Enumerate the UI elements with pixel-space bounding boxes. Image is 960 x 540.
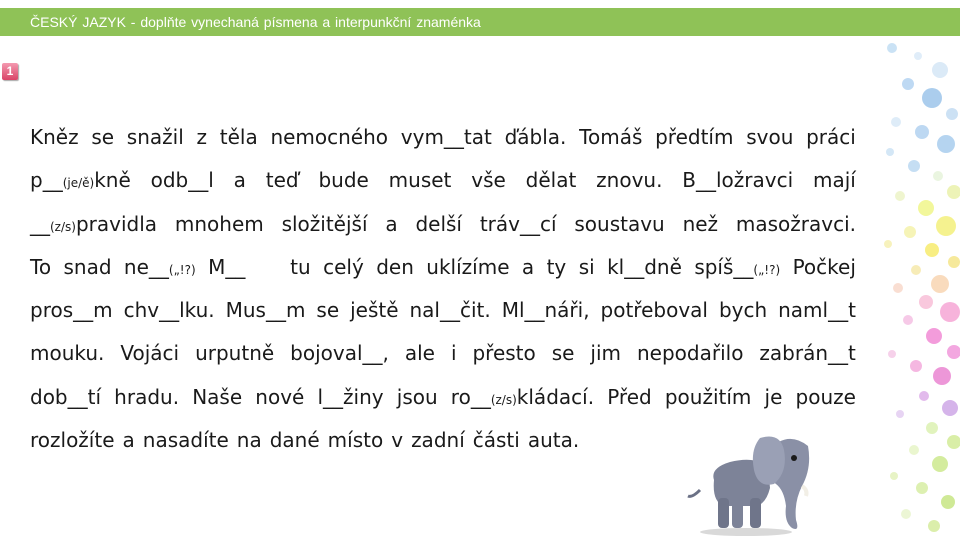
word-text: delší xyxy=(415,211,462,236)
text-line xyxy=(30,289,856,332)
word-text: ro__ xyxy=(450,384,491,409)
hint-options: („!?) xyxy=(753,262,781,277)
word-text: svou xyxy=(746,125,794,149)
word xyxy=(143,419,229,462)
word xyxy=(226,289,306,332)
word-text: a xyxy=(233,168,246,193)
word xyxy=(63,246,111,289)
word xyxy=(290,332,389,375)
hint-options: (je/ě) xyxy=(62,176,95,191)
word-text: M__ xyxy=(208,254,246,279)
word-text: práci xyxy=(806,125,856,149)
word-text: jim xyxy=(590,341,622,366)
word-text: použitím xyxy=(664,384,752,409)
word xyxy=(793,246,856,289)
word-text: B__ložravci xyxy=(682,168,794,193)
confetti-decoration xyxy=(870,36,960,540)
word-text: a xyxy=(385,211,398,236)
word-text: tráv__cí xyxy=(479,211,557,236)
word xyxy=(197,116,208,159)
word xyxy=(522,246,534,289)
word xyxy=(765,376,783,419)
word-text: Před xyxy=(607,384,652,409)
word xyxy=(350,289,398,332)
word-text: a xyxy=(521,254,535,279)
word xyxy=(759,332,855,375)
word-text: a xyxy=(122,428,135,453)
word-text: nové xyxy=(255,384,305,409)
word xyxy=(208,246,245,289)
word-text: těla xyxy=(219,125,258,149)
word xyxy=(655,116,733,159)
word-text: vym__tat xyxy=(400,125,492,149)
word-text: kl__dně xyxy=(607,254,682,279)
word-text: Vojáci xyxy=(120,341,180,366)
word xyxy=(318,376,384,419)
word-text: přesto xyxy=(472,341,536,366)
word-with-hint xyxy=(124,246,196,289)
word-text: znovu. xyxy=(596,168,663,193)
word-text: l__žiny xyxy=(317,384,384,409)
word xyxy=(234,159,246,202)
word xyxy=(123,419,135,462)
word-text: chv__lku. xyxy=(123,298,215,323)
word xyxy=(574,203,664,246)
word xyxy=(472,332,535,375)
word-text: tu xyxy=(290,254,311,279)
slide-number-badge: 1 xyxy=(2,63,18,80)
word xyxy=(528,419,579,462)
word xyxy=(579,116,642,159)
word-text: urputně xyxy=(195,341,275,366)
word xyxy=(409,289,490,332)
word xyxy=(30,376,101,419)
word-text: __ xyxy=(30,211,50,236)
text-line xyxy=(30,376,856,419)
word xyxy=(796,376,856,419)
hint-options: („!?) xyxy=(168,262,196,277)
text-line xyxy=(30,246,856,289)
text-line xyxy=(30,159,856,202)
word-text: nepodařilo xyxy=(637,341,744,366)
word xyxy=(151,159,214,202)
word xyxy=(526,159,577,202)
word xyxy=(385,203,397,246)
word xyxy=(127,116,184,159)
word xyxy=(806,116,856,159)
word xyxy=(30,116,79,159)
word-text: ďábla. xyxy=(504,125,567,149)
word-text: pouze xyxy=(795,384,856,409)
word-text: z xyxy=(196,125,207,149)
word xyxy=(376,246,414,289)
word-with-hint xyxy=(694,246,780,289)
word-text: dané xyxy=(269,428,320,453)
word-text: nemocného xyxy=(270,125,389,149)
word xyxy=(397,376,438,419)
word xyxy=(175,203,264,246)
word xyxy=(270,116,388,159)
word-text: vše xyxy=(471,168,506,193)
word xyxy=(30,289,113,332)
word-text: snad xyxy=(63,254,112,279)
word-text: auta. xyxy=(527,428,580,453)
word-text: složitější xyxy=(281,211,368,236)
hint-options: (z/s) xyxy=(490,392,517,407)
word-text: ale xyxy=(404,341,435,366)
word-text: ty xyxy=(546,254,567,279)
word xyxy=(282,203,368,246)
word-text: masožravci. xyxy=(735,211,856,236)
word xyxy=(318,159,368,202)
word xyxy=(590,332,621,375)
word-text: naml__t xyxy=(778,298,856,323)
word-text: místo xyxy=(327,428,384,453)
word xyxy=(473,419,520,462)
word-suffix: pravidla xyxy=(75,211,158,236)
word xyxy=(682,159,793,202)
word xyxy=(270,419,320,462)
word-text: Tomáš xyxy=(579,125,643,149)
word xyxy=(480,203,557,246)
word xyxy=(683,203,718,246)
word-text: Počkej xyxy=(792,254,856,279)
word-text: i xyxy=(450,341,457,366)
header-bar xyxy=(0,8,960,36)
word-text: celý xyxy=(323,254,364,279)
elephant-illustration xyxy=(684,428,824,536)
word xyxy=(124,289,215,332)
word-text: jsou xyxy=(396,384,438,409)
word xyxy=(30,419,115,462)
word-text: si xyxy=(578,254,595,279)
word xyxy=(637,332,743,375)
word xyxy=(426,246,509,289)
word-text: zadní xyxy=(411,428,465,453)
word xyxy=(114,376,179,419)
word-text: rozložíte xyxy=(30,428,115,453)
word xyxy=(552,332,575,375)
word xyxy=(746,116,793,159)
word-text: je xyxy=(764,384,783,409)
word-text: se xyxy=(316,298,340,323)
word xyxy=(596,159,662,202)
word xyxy=(192,376,242,419)
word xyxy=(502,289,590,332)
word-text: bude xyxy=(318,168,369,193)
word-text: uklízíme xyxy=(426,254,510,279)
word-text: soustavu xyxy=(574,211,665,236)
word-text: Ml__náři, xyxy=(501,298,590,323)
word-with-hint xyxy=(451,376,594,419)
word-text: bych xyxy=(718,298,768,323)
text-line xyxy=(30,116,856,159)
word-text: spíš__ xyxy=(694,254,754,279)
word xyxy=(30,332,104,375)
word-text: dělat xyxy=(525,168,577,193)
word xyxy=(601,289,708,332)
word xyxy=(401,116,492,159)
word xyxy=(195,332,274,375)
word xyxy=(255,376,304,419)
word-text: mnohem xyxy=(174,211,264,236)
word-text: Naše xyxy=(192,384,243,409)
word-text: předtím xyxy=(655,125,734,149)
word-text: dob__tí xyxy=(30,384,102,409)
word xyxy=(328,419,384,462)
hint-options: (z/s) xyxy=(50,219,76,234)
text-line xyxy=(30,332,856,375)
word-text: nal__čit. xyxy=(409,298,491,323)
exercise-text xyxy=(30,116,856,462)
word-text: Kněz xyxy=(30,125,79,149)
word-text: zabrán__t xyxy=(759,341,856,366)
word-text: Mus__m xyxy=(225,298,306,323)
word xyxy=(91,116,114,159)
word-text: teď xyxy=(265,168,299,193)
word-text: ne__ xyxy=(123,254,169,279)
word xyxy=(290,246,311,289)
word xyxy=(323,246,364,289)
word-text: muset xyxy=(388,168,452,193)
word xyxy=(665,376,752,419)
word xyxy=(813,159,856,202)
word xyxy=(316,289,339,332)
word xyxy=(607,376,652,419)
word-text: v xyxy=(391,428,404,453)
word xyxy=(505,116,567,159)
word xyxy=(778,289,856,332)
header-title: ČESKÝ JAZYK - doplňte vynechaná písmena a interpunkční znaménka xyxy=(30,14,481,30)
word xyxy=(471,159,506,202)
word xyxy=(415,203,462,246)
word xyxy=(30,246,51,289)
word xyxy=(411,419,465,462)
word-text: mají xyxy=(813,168,856,193)
word xyxy=(391,419,403,462)
word xyxy=(220,116,258,159)
word-text: ještě xyxy=(350,298,399,323)
word-text: To xyxy=(30,254,52,279)
word-suffix: kládací. xyxy=(516,384,595,409)
word-text: na xyxy=(236,428,262,453)
word xyxy=(237,419,262,462)
word-text: nasadíte xyxy=(142,428,229,453)
word xyxy=(719,289,767,332)
word-text: odb__l xyxy=(150,168,214,193)
text-line xyxy=(30,203,856,246)
word-text: hradu. xyxy=(114,384,180,409)
word-text: den xyxy=(376,254,414,279)
word xyxy=(451,332,457,375)
word-text: mouku. xyxy=(30,341,105,366)
word-text: části xyxy=(472,428,520,453)
word-suffix: kně xyxy=(94,168,131,193)
word-with-hint xyxy=(30,159,131,202)
word xyxy=(736,203,856,246)
word-text: se xyxy=(91,125,115,149)
word-text: se xyxy=(551,341,575,366)
word-text: bojoval__, xyxy=(290,341,389,366)
word xyxy=(547,246,567,289)
word-text: snažil xyxy=(126,125,184,149)
word-text: potřeboval xyxy=(600,298,708,323)
word xyxy=(120,332,179,375)
word xyxy=(266,159,299,202)
word xyxy=(579,246,595,289)
word xyxy=(607,246,682,289)
word-text: než xyxy=(682,211,719,236)
word-text: p__ xyxy=(30,168,63,193)
word-text: pros__m xyxy=(30,298,113,323)
word xyxy=(405,332,435,375)
word-with-hint xyxy=(30,203,157,246)
word xyxy=(389,159,452,202)
